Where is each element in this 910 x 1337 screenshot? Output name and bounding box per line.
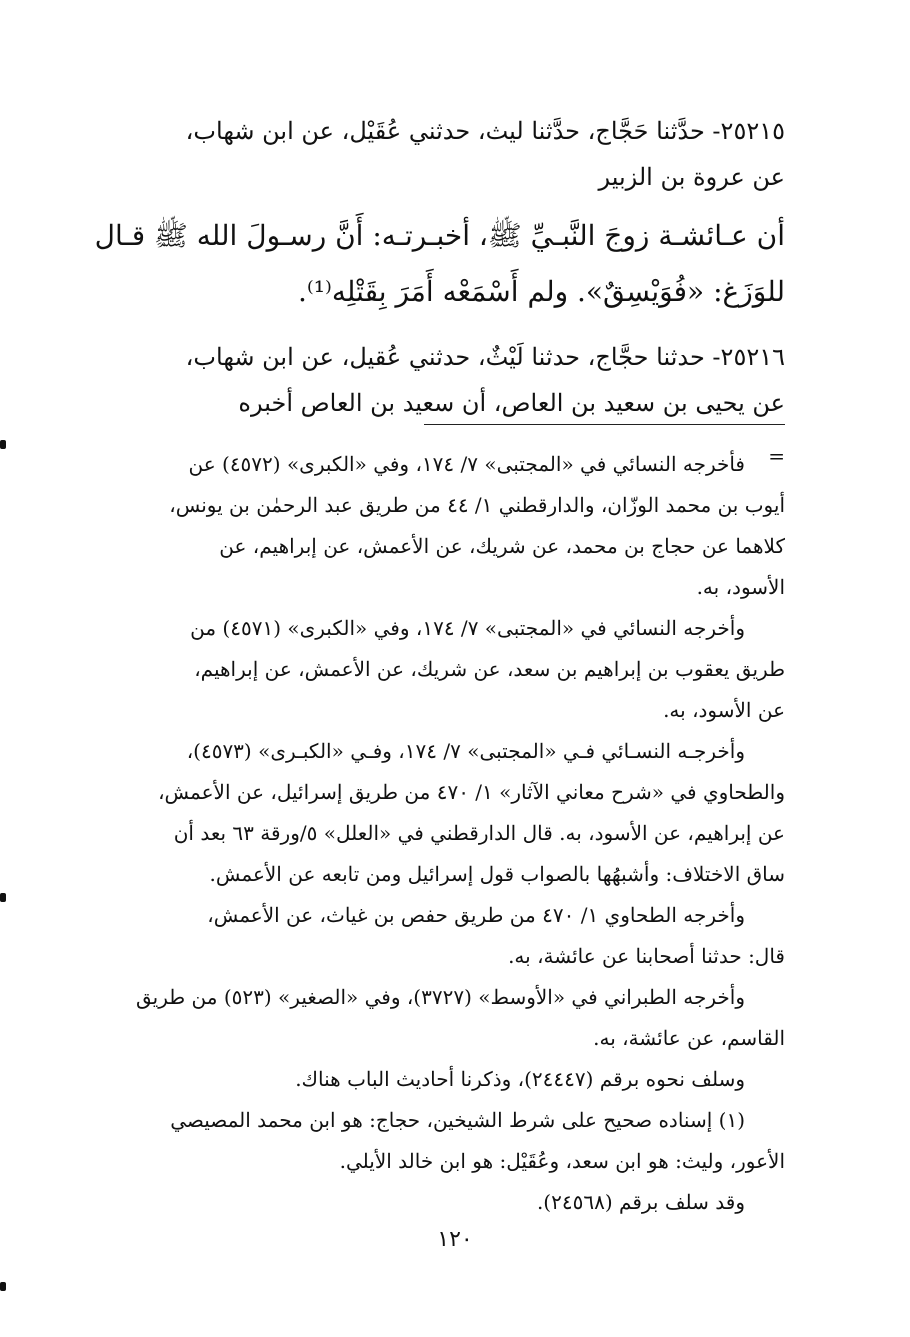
- footnote-1-line: الأعور، وليث: هو ابن سعد، وعُقَيْل: هو ابن خالد الأيلي.: [339, 1149, 785, 1173]
- footnote-line: فأخرجه النسائي في «المجتبى» ٧/ ١٧٤، وفي «الكبرى» (٤٥٧٢) عن: [188, 452, 745, 476]
- hadith-25216-isnad-2: عن يحيى بن سعيد بن العاص، أن سعيد بن العاص أخبره: [238, 389, 785, 417]
- footnote-line: والطحاوي في «شرح معاني الآثار» ١/ ٤٧٠ من طريق إسرائيل، عن الأعمش،: [158, 780, 785, 804]
- footnote-line: ساق الاختلاف: وأشبهُها بالصواب قول إسرائيل ومن تابعه عن الأعمش.: [209, 862, 785, 886]
- hadith-25215-matn-2: للوَزَغ: «فُوَيْسِقٌ». ولم أَسْمَعْه أَمَرَ بِقَتْلِه⁽¹⁾.: [297, 275, 785, 308]
- footnote-line: الأسود، به.: [696, 575, 785, 599]
- hadith-25215-isnad-2: عن عروة بن الزبير: [598, 163, 785, 191]
- footnote-1-line: (١) إسناده صحيح على شرط الشيخين، حجاج: هو ابن محمد المصيصي: [170, 1108, 745, 1132]
- footnote-line: وسلف نحوه برقم (٢٤٤٤٧)، وذكرنا أحاديث الباب هناك.: [295, 1067, 745, 1091]
- footnote-divider: [424, 424, 785, 425]
- continuation-mark: =: [768, 444, 785, 468]
- footnote-line: وأخرجه النسائي في «المجتبى» ٧/ ١٧٤، وفي «الكبرى» (٤٥٧١) من: [190, 616, 745, 640]
- footnote-1-line: وقد سلف برقم (٢٤٥٦٨).: [536, 1190, 745, 1214]
- hadith-25215-matn-1: أن عـائشـة زوجَ النَّبـيِّ ﷺ، أخبـرتـه: أَنَّ رسـولَ الله ﷺ قـال: [94, 219, 785, 252]
- scan-mark: [0, 1282, 6, 1291]
- footnote-line: وأخرجه الطحاوي ١/ ٤٧٠ من طريق حفص بن غياث، عن الأعمش،: [207, 903, 745, 927]
- footnote-line: القاسم، عن عائشة، به.: [593, 1026, 785, 1050]
- hadith-25216-isnad-1: ٢٥٢١٦- حدثنا حجَّاج، حدثنا لَيْثٌ، حدثني عُقيل، عن ابن شهاب،: [185, 343, 785, 371]
- footnotes: [60, 444, 785, 1223]
- footnote-line: طريق يعقوب بن إبراهيم بن سعد، عن شريك، عن الأعمش، عن إبراهيم،: [194, 657, 785, 681]
- scan-mark: [0, 440, 6, 449]
- hadith-25215-isnad-1: ٢٥٢١٥- حدَّثنا حَجَّاج، حدَّثنا ليث، حدثني عُقَيْل، عن ابن شهاب،: [185, 117, 785, 145]
- hadith-section: [60, 108, 785, 426]
- footnote-line: وأخرجـه النسـائي فـي «المجتبى» ٧/ ١٧٤، وفـي «الكبـرى» (٤٥٧٣)،: [186, 739, 745, 763]
- footnote-line: قال: حدثنا أصحابنا عن عائشة، به.: [508, 944, 785, 968]
- page-number: ١٢٠: [437, 1227, 473, 1252]
- footnote-line: عن إبراهيم، عن الأسود، به. قال الدارقطني في «العلل» ٥/ورقة ٦٣ بعد أن: [173, 821, 785, 845]
- footnote-line: أيوب بن محمد الوزّان، والدارقطني ١/ ٤٤ من طريق عبد الرحمٰن بن يونس،: [169, 493, 785, 517]
- footnote-line: وأخرجه الطبراني في «الأوسط» (٣٧٢٧)، وفي «الصغير» (٥٢٣) من طريق: [136, 985, 745, 1009]
- footnote-line: عن الأسود، به.: [663, 698, 785, 722]
- scan-mark: [0, 893, 6, 902]
- footnote-line: كلاهما عن حجاج بن محمد، عن شريك، عن الأعمش، عن إبراهيم، عن: [219, 534, 785, 558]
